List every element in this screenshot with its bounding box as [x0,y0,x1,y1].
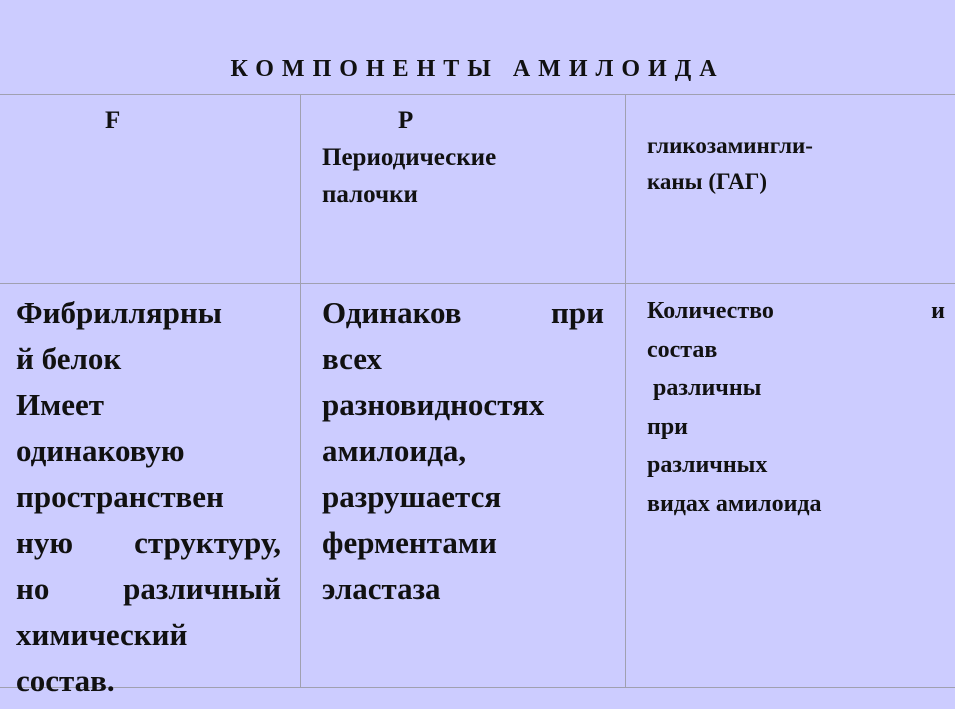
p-line: ферментами [322,525,497,560]
gag-line: при [647,413,689,440]
f-line: й белок [16,341,122,376]
table-column-divider-2 [625,94,626,688]
f-line [16,566,281,612]
table-top-border [0,94,955,95]
table-column-divider-1 [300,94,301,688]
header-letter-p: P [398,107,414,134]
header-cell-gag [647,128,947,200]
f-line: Имеет [16,387,104,422]
header-cell-p [322,102,612,213]
header-letter-f: F [105,107,121,134]
table-row-divider [0,283,955,284]
gag-line: состав [647,336,718,363]
header-p-line2: палочки [322,181,418,208]
p-line: амилоида, [322,433,467,468]
p-word: Одинаков [322,295,462,330]
p-line: разрушается [322,479,502,514]
p-line: всех [322,341,382,376]
header-cell-f [105,102,120,139]
f-word: ную [16,525,74,560]
gag-line: видах амилоида [647,490,822,517]
f-line: состав. [16,663,115,698]
gag-word: и [931,298,945,324]
f-word: но [16,571,50,606]
gag-line: различны [647,375,762,401]
body-cell-f [16,290,281,704]
p-line [322,290,604,336]
header-gag-line1: гликозамингли- [647,133,813,158]
gag-word: Количество [647,298,774,324]
gag-line [647,292,945,331]
f-line: химический [16,617,188,652]
f-word: структуру, [134,525,281,560]
p-line: разновидностях [322,387,545,422]
body-cell-gag [647,292,945,523]
f-line: одинаковую [16,433,185,468]
p-line: эластаза [322,571,441,606]
body-cell-p [322,290,604,612]
f-line: пространствен [16,479,224,514]
header-p-line1: Периодические [322,144,497,171]
page-title: КОМПОНЕНТЫ АМИЛОИДА [230,56,725,82]
f-line [16,520,281,566]
f-word: различный [123,571,281,606]
p-word: при [551,295,604,330]
f-line: Фибриллярны [16,295,222,330]
gag-line: различных [647,452,768,478]
header-gag-line2: каны (ГАГ) [647,169,768,194]
